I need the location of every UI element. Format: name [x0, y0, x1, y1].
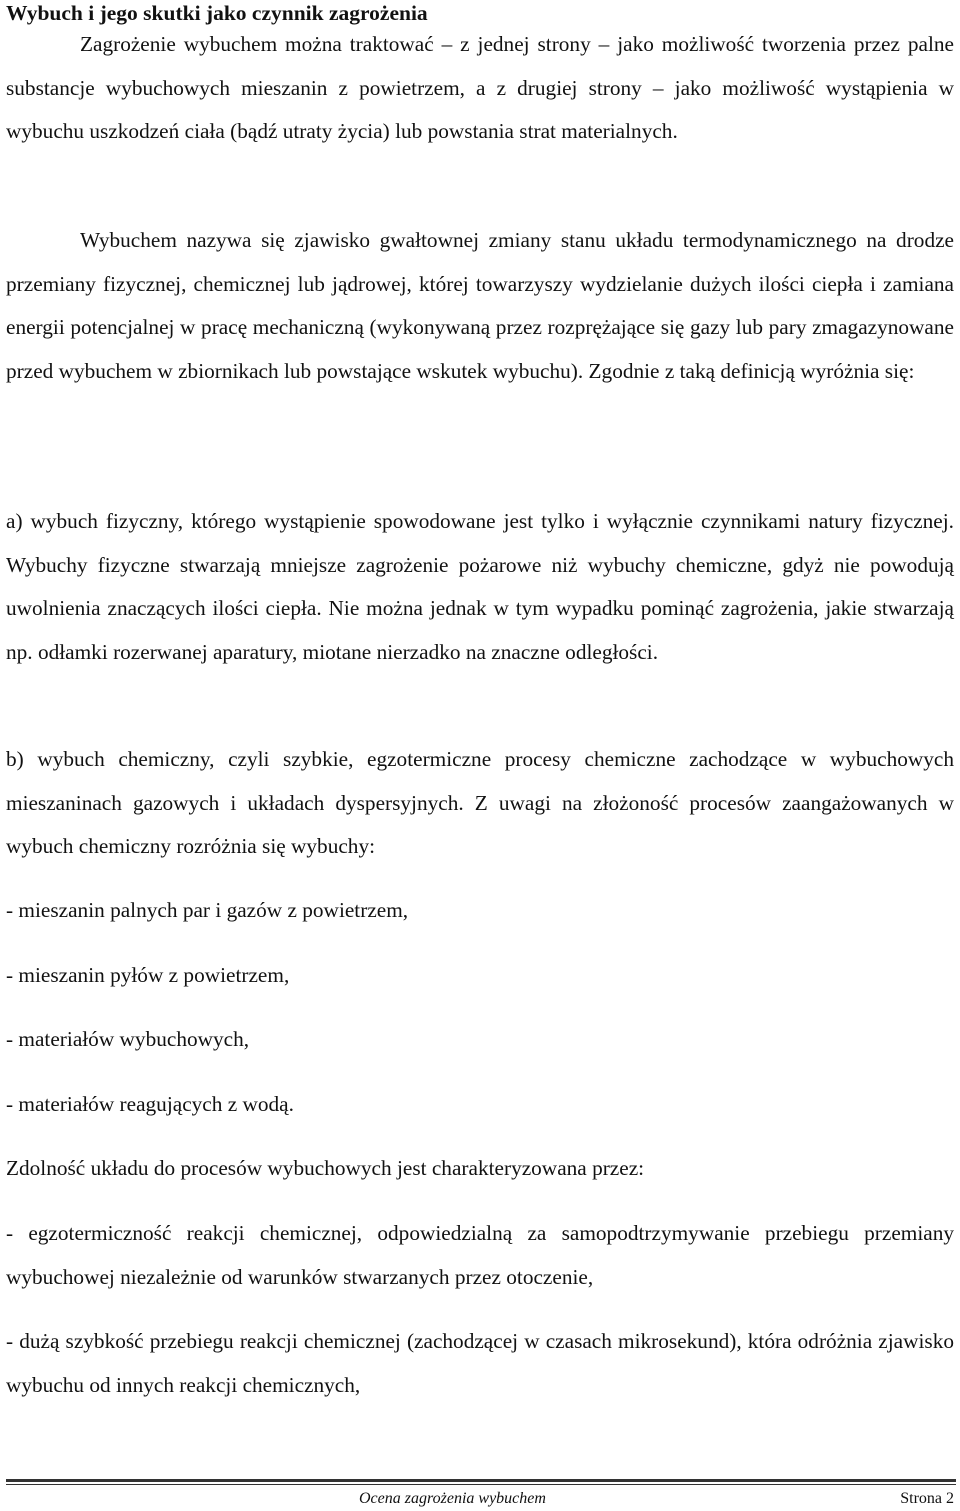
page-title: Wybuch i jego skutki jako czynnik zagrożenia [6, 1, 428, 25]
list-item: - mieszanin pyłów z powietrzem, [6, 963, 290, 987]
intro-paragraph: Zagrożenie wybuchem można traktować – z jednej strony – jako możliwość tworzenia przez palne substancje wybuchowych mieszanin z powietrzem, a z drugiej strony – jako możliwość wystąpienia w wybuchu uszkodzeń ciała (bądź utraty życia) lub powstania strat materialnych. [6, 32, 954, 143]
footer-doc-title: Ocena zagrożenia wybuchem [359, 1490, 546, 1507]
page-number: Strona 2 [900, 1490, 954, 1507]
capability-intro: Zdolność układu do procesów wybuchowych jest charakteryzowana przez: [6, 1156, 645, 1180]
list-item: - egzotermiczność reakcji chemicznej, odpowiedzialną za samopodtrzymywanie przebiegu przemiany wybuchowej niezależnie od warunków stwarzanych przez otoczenie, [6, 1221, 954, 1289]
list-item: - materiałów reagujących z wodą. [6, 1092, 294, 1116]
footer-divider-thin [6, 1484, 956, 1485]
list-item: - mieszanin palnych par i gazów z powietrzem, [6, 898, 409, 922]
footer-divider [6, 1479, 956, 1482]
definition-paragraph: Wybuchem nazywa się zjawisko gwałtownej zmiany stanu układu termodynamicznego na drodze przemiany fizycznej, chemicznej lub jądrowej, której towarzyszy wydzielanie dużych ilości ciepła i zamiana energii potencjalnej w pracę mechaniczną (wykonywaną przez rozprężające się gazy lub pary zmagazynowane przed wybuchem w zbiornikach lub powstające wskutek wybuchu). Zgodnie z taką definicją wyróżnia się: [6, 228, 954, 383]
list-item: - dużą szybkość przebiegu reakcji chemicznej (zachodzącej w czasach mikrosekund), która odróżnia zjawisko wybuchu od innych reakcji chemicznych, [6, 1329, 954, 1397]
chemical-explosion-paragraph: b) wybuch chemiczny, czyli szybkie, egzotermiczne procesy chemiczne zachodzące w wybuchowych mieszaninach gazowych i układach dyspersyjnych. Z uwagi na złożoność procesów zaangażowanych w wybuch chemiczny rozróżnia się wybuchy: [6, 747, 954, 858]
physical-explosion-paragraph: a) wybuch fizyczny, którego wystąpienie spowodowane jest tylko i wyłącznie czynnikami natury fizycznej. Wybuchy fizyczne stwarzają mniejsze zagrożenie pożarowe niż wybuchy chemiczne, gdyż nie powodują uwolnienia znaczących ilości ciepła. Nie można jednak w tym wypadku pominąć zagrożenia, jakie stwarzają np. odłamki rozerwanej aparatury, miotane nierzadko na znaczne odległości. [6, 509, 954, 664]
list-item: - materiałów wybuchowych, [6, 1027, 250, 1051]
